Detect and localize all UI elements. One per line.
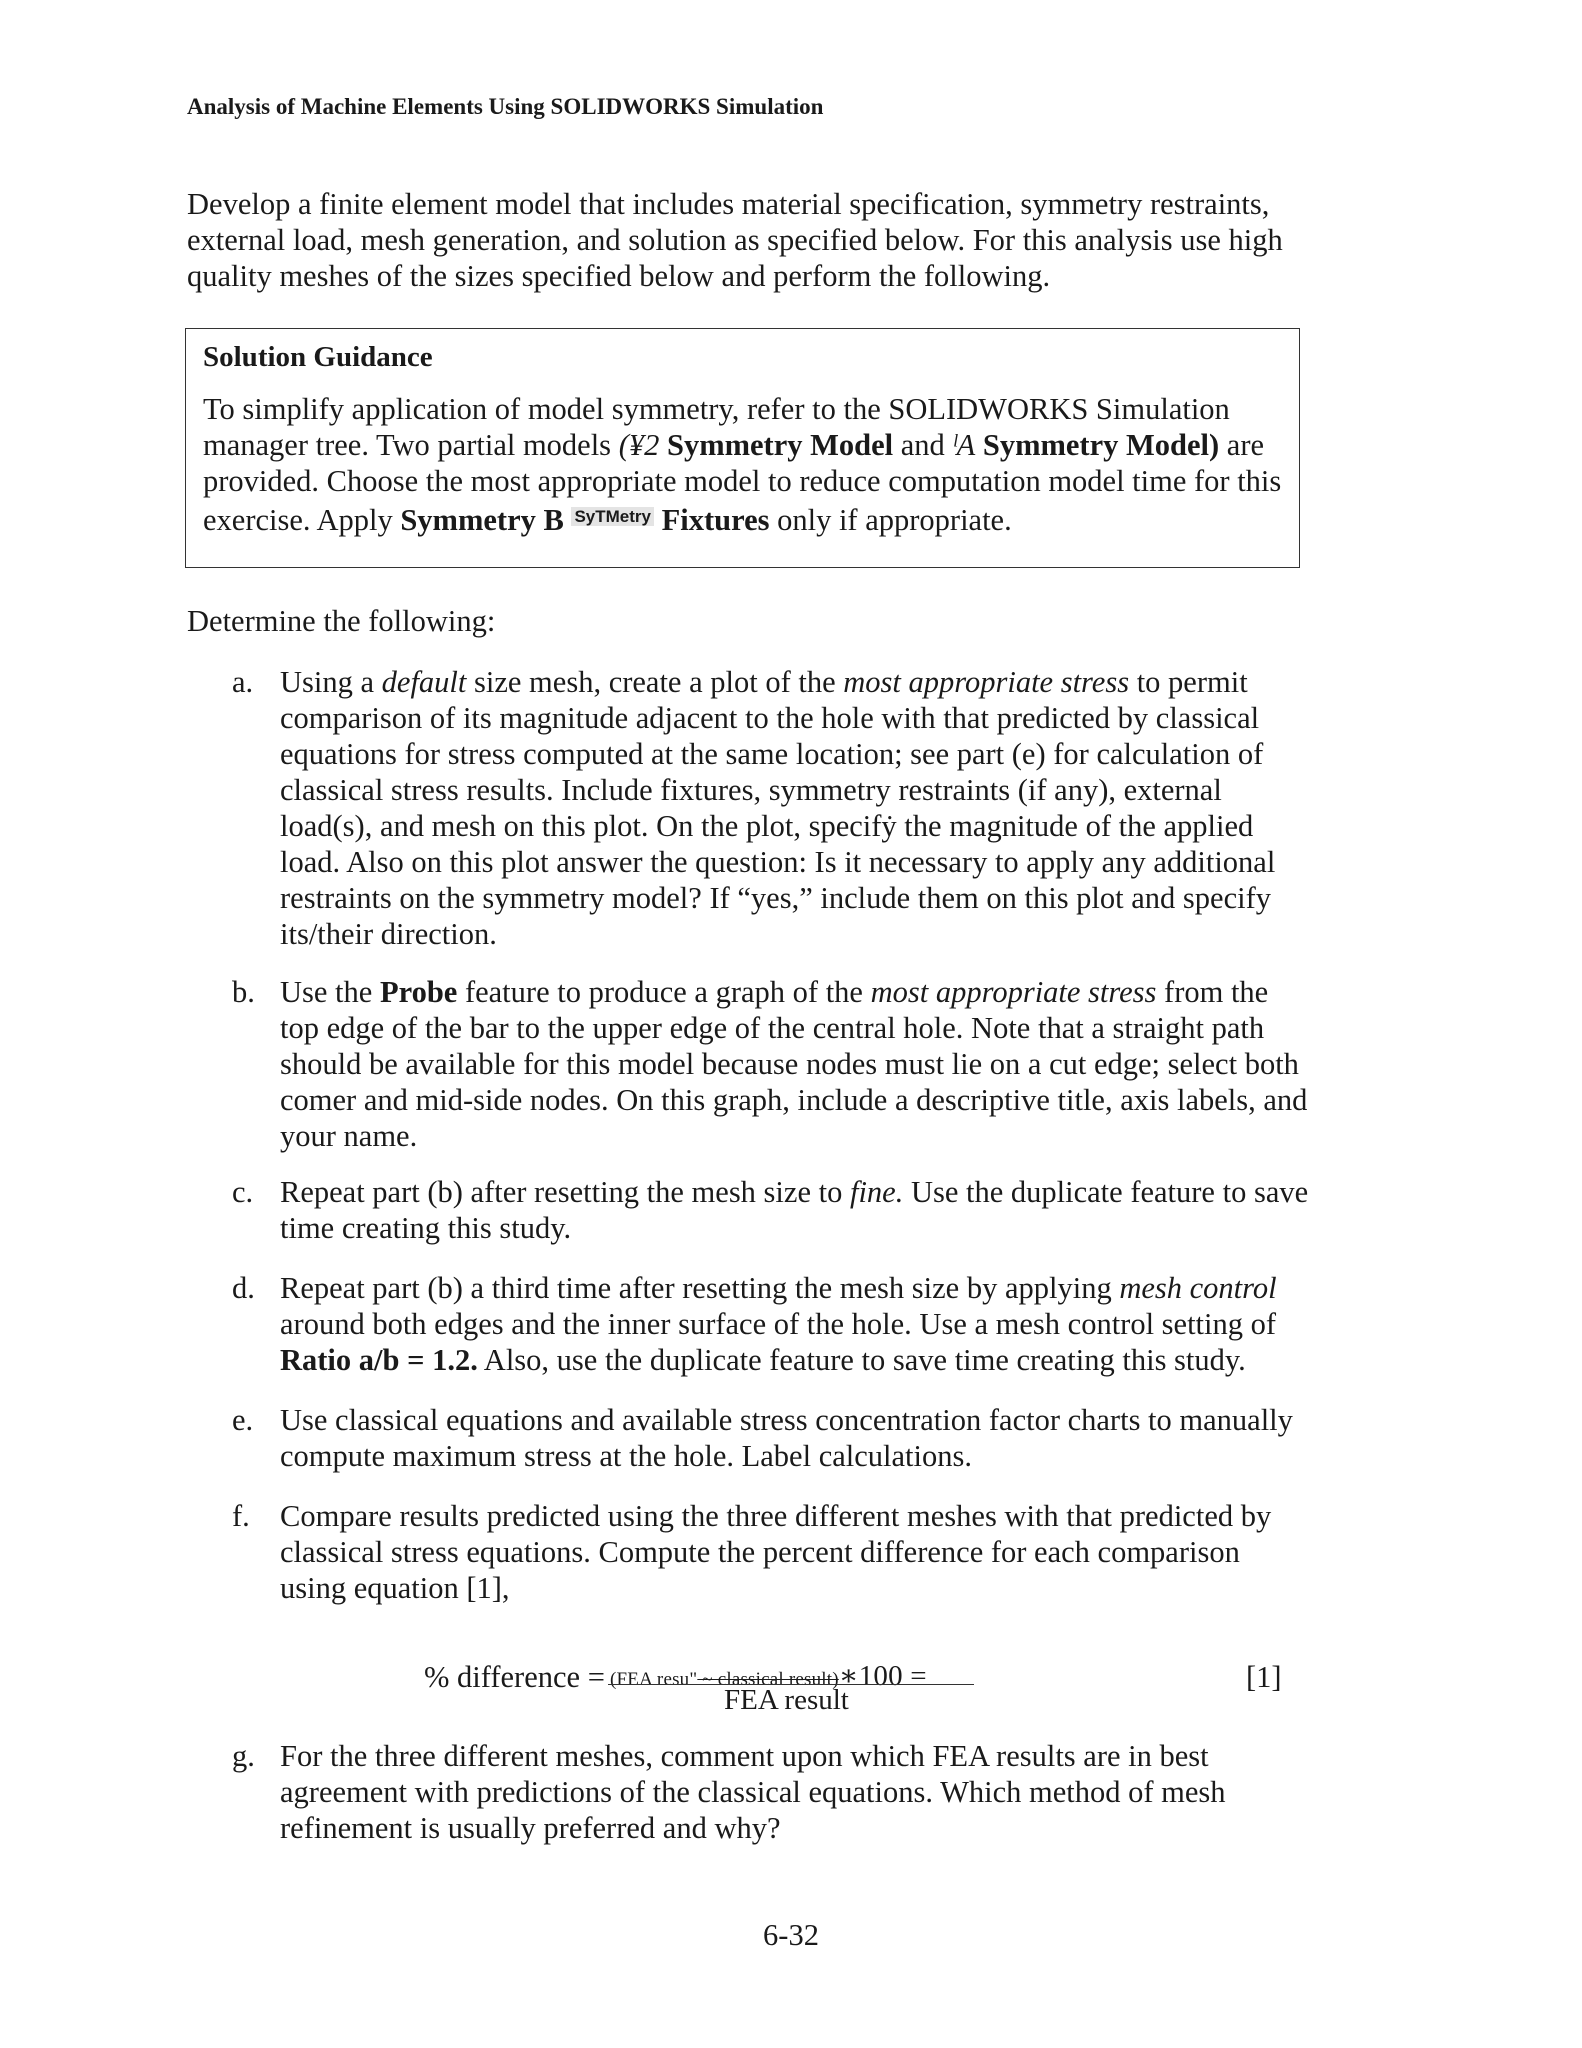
item-c-text-2: Use the duplicate feature to save time creating this study. (280, 1175, 1309, 1245)
list-item-d (232, 1270, 1312, 1378)
guidance-quarter-symbol: ˡA (952, 428, 976, 462)
guidance-half-model: Symmetry Model (659, 428, 894, 462)
equation-left-side: % difference = (424, 1660, 605, 1694)
item-b-text-1: Use the (280, 975, 380, 1009)
list-item-text: For the three different meshes, comment upon which FEA results are in best agreement with predictions of the classical equations. Which method of mesh refinement is usually preferred and why? (280, 1739, 1226, 1845)
list-item-label: b. (232, 975, 255, 1009)
item-a-emphasis-default: default (381, 665, 467, 699)
list-item-text: Compare results predicted using the three different meshes with that predicted by classical stress equations. Compute the percent difference for each comparison using equation [1], (280, 1499, 1272, 1605)
list-item-b (232, 974, 1312, 1154)
list-item-text (280, 1174, 1312, 1246)
item-d-text-3: Also, use the duplicate feature to save time creating this study. (477, 1343, 1246, 1377)
item-b-text-3: from the top edge of the bar to the upper edge of the central hole. Note that a straight path should be available for this model because nodes must lie on a cut edge; select both comer and mid-side nodes. On this graph, include a descriptive title, axis labels, and your name. (280, 975, 1308, 1153)
item-b-probe: Probe (379, 975, 458, 1009)
equation-numerator-part-1: (FEA resu" (610, 1669, 698, 1690)
item-d-text-1: Repeat part (b) a third time after resetting the mesh size by applying (280, 1271, 1120, 1305)
guidance-text-3: only if appropriate. (769, 503, 1012, 537)
list-item-text (280, 664, 1312, 952)
equation-denominator: FEA result (724, 1684, 849, 1716)
item-a-text-2: size mesh, create a plot of the (466, 665, 844, 699)
list-item-f (232, 1498, 1312, 1606)
solution-guidance-box (185, 328, 1300, 568)
running-header: Analysis of Machine Elements Using SOLIDWORKS Simulation (187, 94, 824, 119)
list-item-label: g. (232, 1739, 255, 1773)
guidance-half-symbol: (¥2 (618, 428, 660, 462)
list-item-label: c. (232, 1175, 254, 1209)
symmetry-label-artifact: SyTMetry (571, 507, 654, 526)
item-a-emphasis-stress: most appropriate stress (843, 665, 1130, 699)
guidance-fixtures: Fixtures (661, 503, 770, 537)
list-item-text (280, 974, 1312, 1154)
guidance-text-1: To simplify application of model symmetry, refer to the SOLIDWORKS Simulation manager tree. Two partial models (203, 392, 1230, 462)
page-number: 6-32 (763, 1918, 819, 1952)
item-c-emphasis-fine: fine. (849, 1175, 904, 1209)
item-b-emphasis-stress: most appropriate stress (870, 975, 1157, 1009)
item-d-emphasis-mesh-control: mesh control (1119, 1271, 1277, 1305)
item-d-text-2: around both edges and the inner surface of the hole. Use a mesh control setting of (280, 1307, 1277, 1341)
guidance-symmetry-b: Symmetry B (400, 503, 564, 537)
list-item-label: e. (232, 1403, 254, 1437)
item-b-text-2: feature to produce a graph of the (457, 975, 871, 1009)
intro-paragraph: Develop a finite element model that includes material specification, symmetry restraints, external load, mesh generation, and solution as specified below. For this analysis use high quality meshes of the sizes specified below and perform the following. (187, 187, 1283, 293)
percent-difference-equation (424, 1656, 1284, 1716)
item-a-text-1: Using a (280, 665, 382, 699)
list-item-a (232, 664, 1312, 952)
item-a-text-3: to permit comparison of its magnitude adjacent to the hole with that predicted by classical equations for stress computed at the same location; see part (e) for calculation of classical stress results. Include fixtures, symmetry restraints (if any), external load(s), and mesh on this plot. On the plot, specifẏ the magnitude of the applied load. Also on this plot answer the question: Is it necessary to apply any additional restraints on the symmetry model? If “yes,” include them on this plot and specify its/their direction. (280, 665, 1276, 951)
equation-reference-number: [1] (1246, 1660, 1282, 1694)
list-item-label: a. (232, 665, 254, 699)
list-item-text (280, 1270, 1312, 1378)
list-item-c (232, 1174, 1312, 1246)
equation-numerator-part-3: ∗100 = (838, 1660, 927, 1692)
guidance-quarter-model: Symmetry Model) (975, 428, 1220, 462)
guidance-text-2: are provided. Choose the most appropriate model to reduce computation model time for this exercise. Apply (203, 428, 1282, 537)
equation-numerator-part-2: ~ classical result) (697, 1669, 839, 1690)
list-item-g (232, 1738, 1312, 1846)
equation-fraction (600, 1656, 980, 1716)
solution-guidance-text (203, 391, 1283, 538)
list-item-label: d. (232, 1271, 255, 1305)
list-item-text: Use classical equations and available stress concentration factor charts to manually compute maximum stress at the hole. Label calculations. (280, 1403, 1293, 1473)
list-item-label: f. (232, 1499, 250, 1533)
item-c-text-1: Repeat part (b) after resetting the mesh size to (280, 1175, 850, 1209)
guidance-and: and (893, 428, 953, 462)
item-d-ratio: Ratio a/b = 1.2. (280, 1343, 478, 1377)
determine-heading: Determine the following: (187, 604, 496, 638)
list-item-e (232, 1402, 1312, 1474)
solution-guidance-title: Solution Guidance (203, 341, 433, 373)
